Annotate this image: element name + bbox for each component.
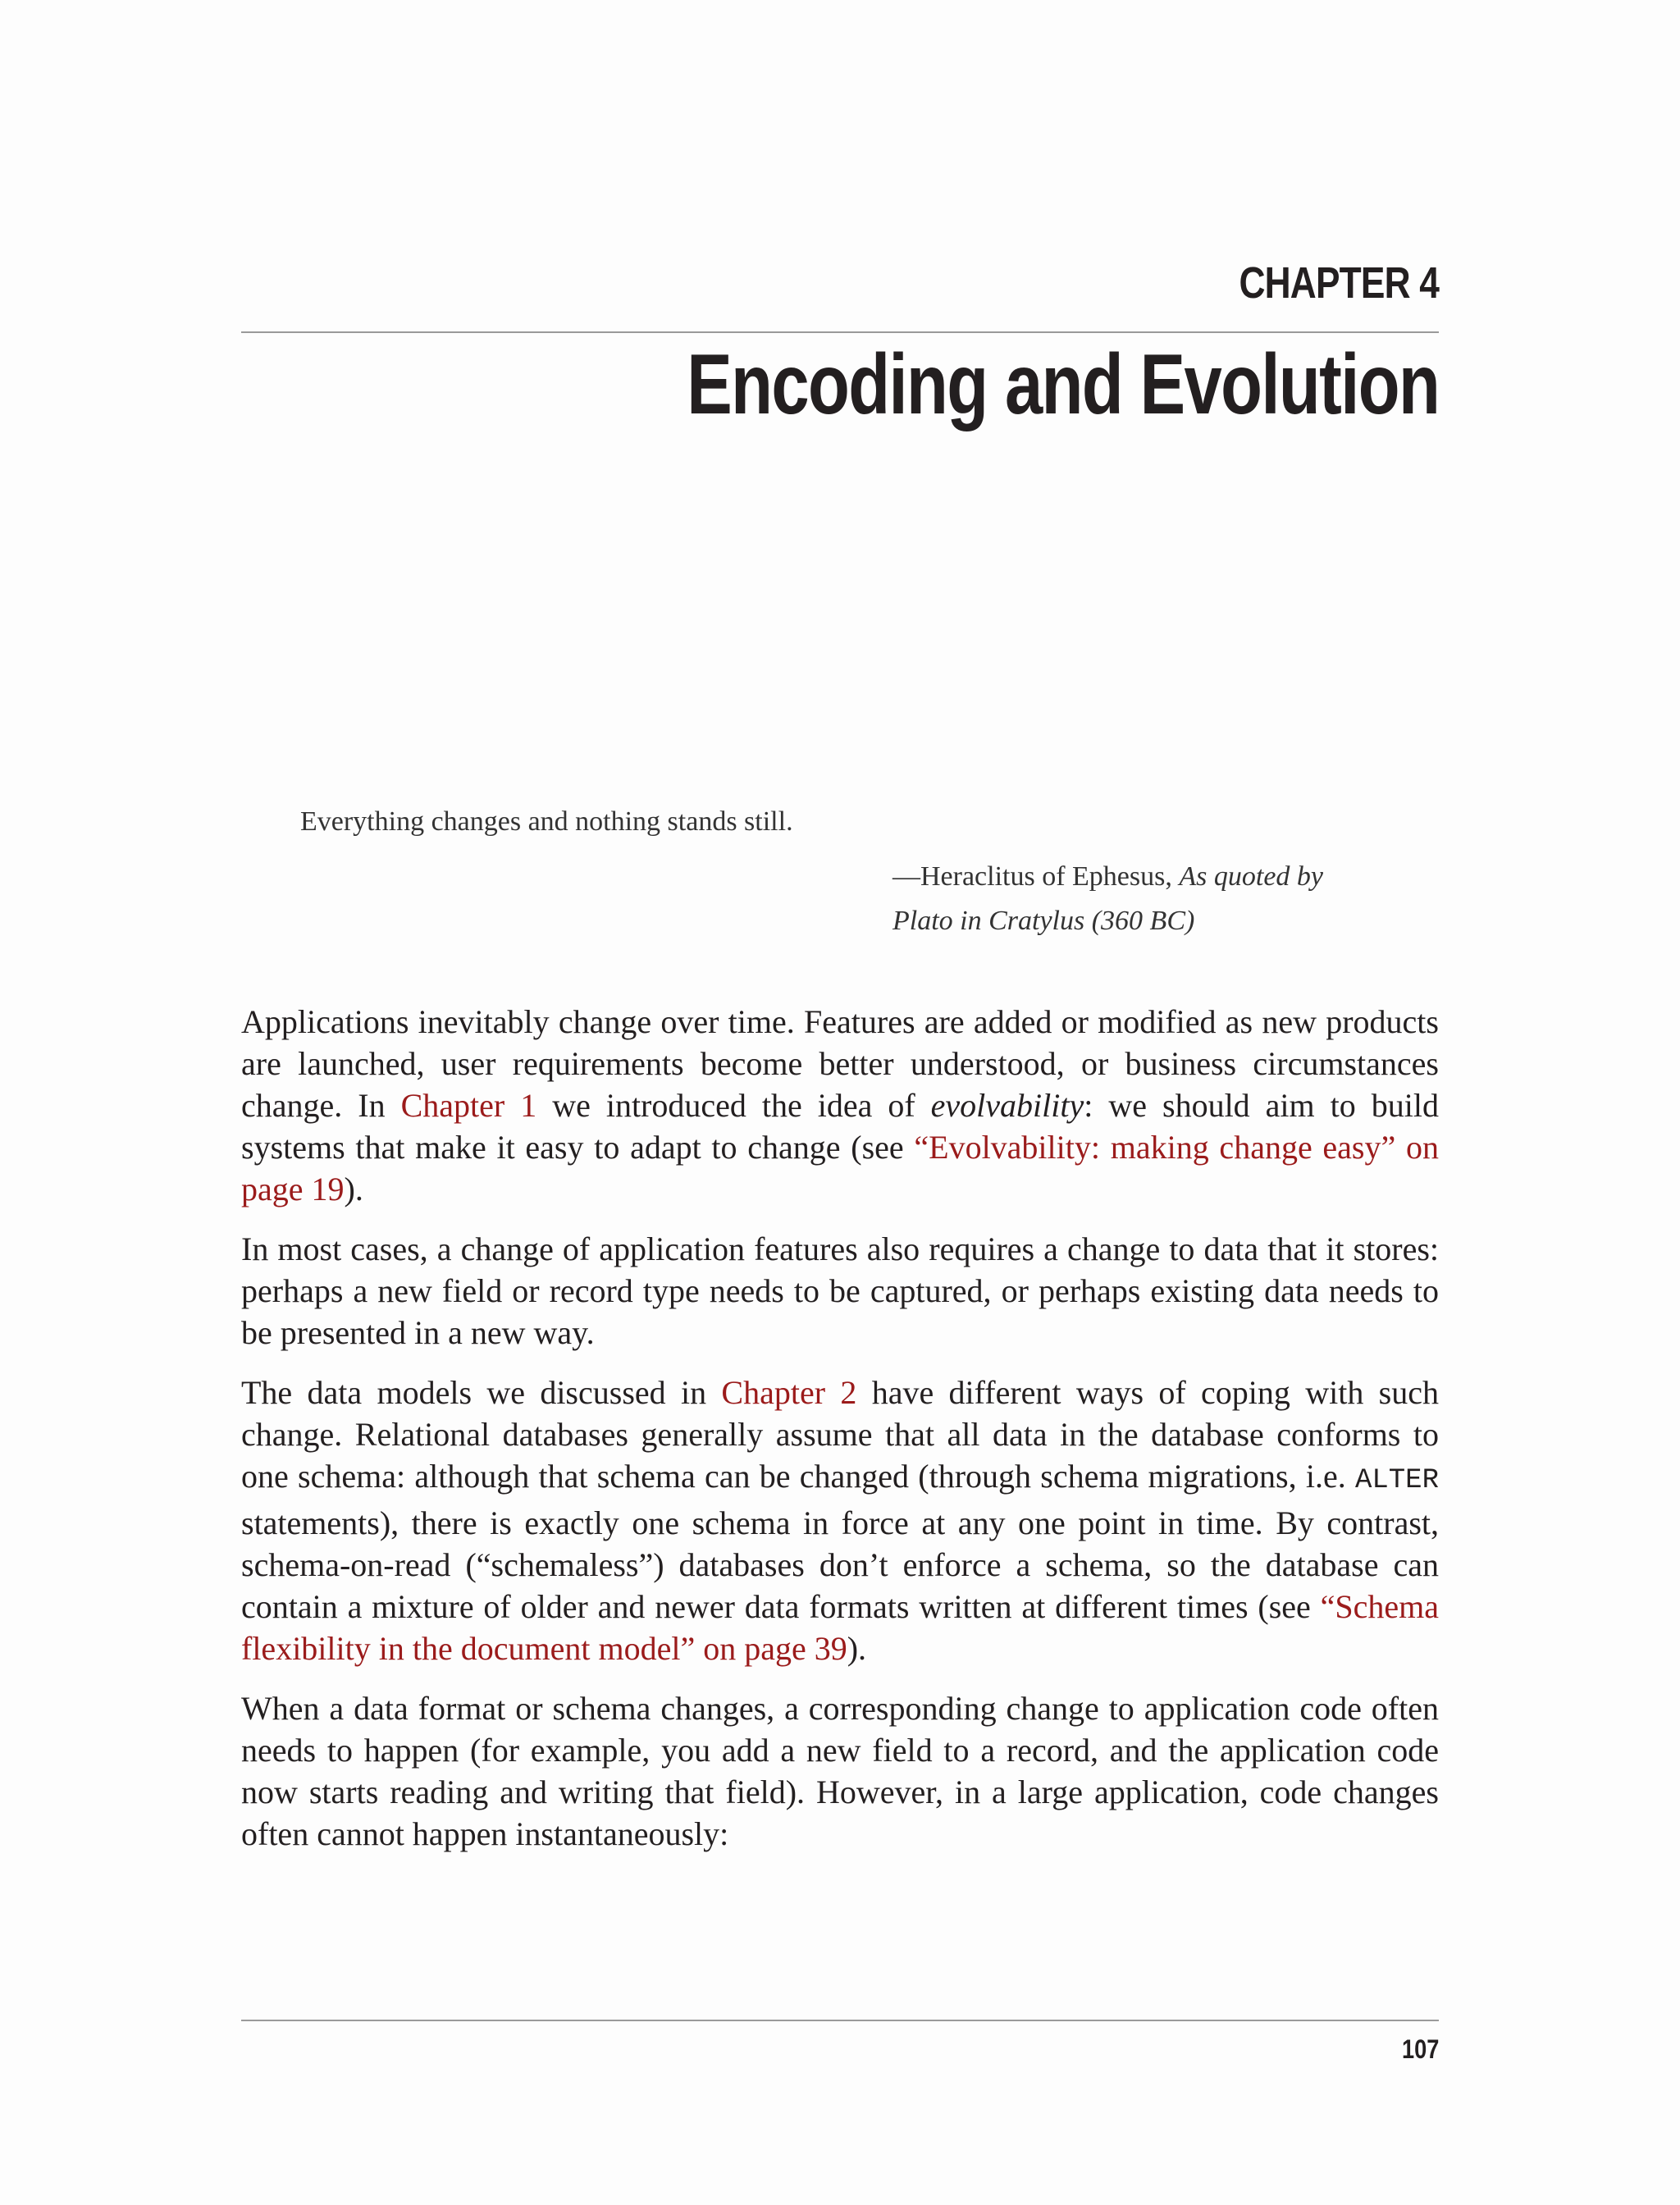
page-number: 107 <box>1401 2034 1439 2064</box>
emphasis-term: evolvability <box>930 1087 1084 1124</box>
paragraph-4 <box>241 1687 1439 1855</box>
code-keyword: ALTER <box>1354 1465 1439 1496</box>
paragraph-text: Applications inevitably change over time. Features are added or modified as new products are launched, user requirements become better understood, or business circumstances change. In <box>241 1003 1439 1124</box>
paragraph-text: ). <box>344 1171 363 1208</box>
attribution-source-line1: As quoted by <box>1179 861 1324 892</box>
paragraph-text: we introduced the idea of <box>536 1087 931 1124</box>
paragraph-text: The data models we discussed in <box>241 1374 722 1411</box>
epigraph-attribution <box>892 855 1401 944</box>
paragraph-3 <box>241 1372 1439 1669</box>
footer-rule <box>241 2020 1439 2021</box>
attribution-author: —Heraclitus of Ephesus, <box>892 861 1180 892</box>
paragraph-text: statements), there is exactly one schema in force at any one point in time. By contrast, schema-on-read (“schemaless”) databases don’t enforce a schema, so the database can contain a mixture of older and newer data formats written at different times (see <box>241 1504 1439 1625</box>
chapter-title: Encoding and Evolution <box>687 337 1439 432</box>
paragraph-1 <box>241 1001 1439 1210</box>
schema-flexibility-section-link[interactable]: “Schema flexibility in the document model” on page 39 <box>241 1588 1439 1667</box>
epigraph-quote: Everything changes and nothing stands still. <box>300 806 793 837</box>
chapter-rule <box>241 331 1439 333</box>
paragraph-text: ). <box>847 1630 867 1667</box>
evolvability-section-link[interactable]: “Evolvability: making change easy” on page 19 <box>241 1129 1439 1208</box>
chapter-label: CHAPTER 4 <box>1239 258 1439 308</box>
chapter-1-link[interactable]: Chapter 1 <box>400 1087 537 1124</box>
paragraph-text: : we should aim to build systems that make it easy to adapt to change (see <box>241 1087 1439 1166</box>
body-text <box>241 1001 1439 1873</box>
paragraph-text: In most cases, a change of application features also requires a change to data that it stores: perhaps a new field or record type needs to be captured, or perhaps existing data needs to be presented in a new way. <box>241 1230 1439 1351</box>
chapter-2-link[interactable]: Chapter 2 <box>721 1374 857 1411</box>
attribution-source-line2: Plato in Cratylus (360 BC) <box>892 906 1195 937</box>
paragraph-text: have different ways of coping with such change. Relational databases generally assume that all data in the database conforms to one schema: although that schema can be changed (through schema migrations, i.e. <box>241 1374 1439 1495</box>
paragraph-2 <box>241 1228 1439 1354</box>
paragraph-text: When a data format or schema changes, a corresponding change to application code often needs to happen (for example, you add a new field to a record, and the application code now starts reading and writing that field). However, in a large application, code changes often cannot happen instantaneously: <box>241 1690 1439 1852</box>
